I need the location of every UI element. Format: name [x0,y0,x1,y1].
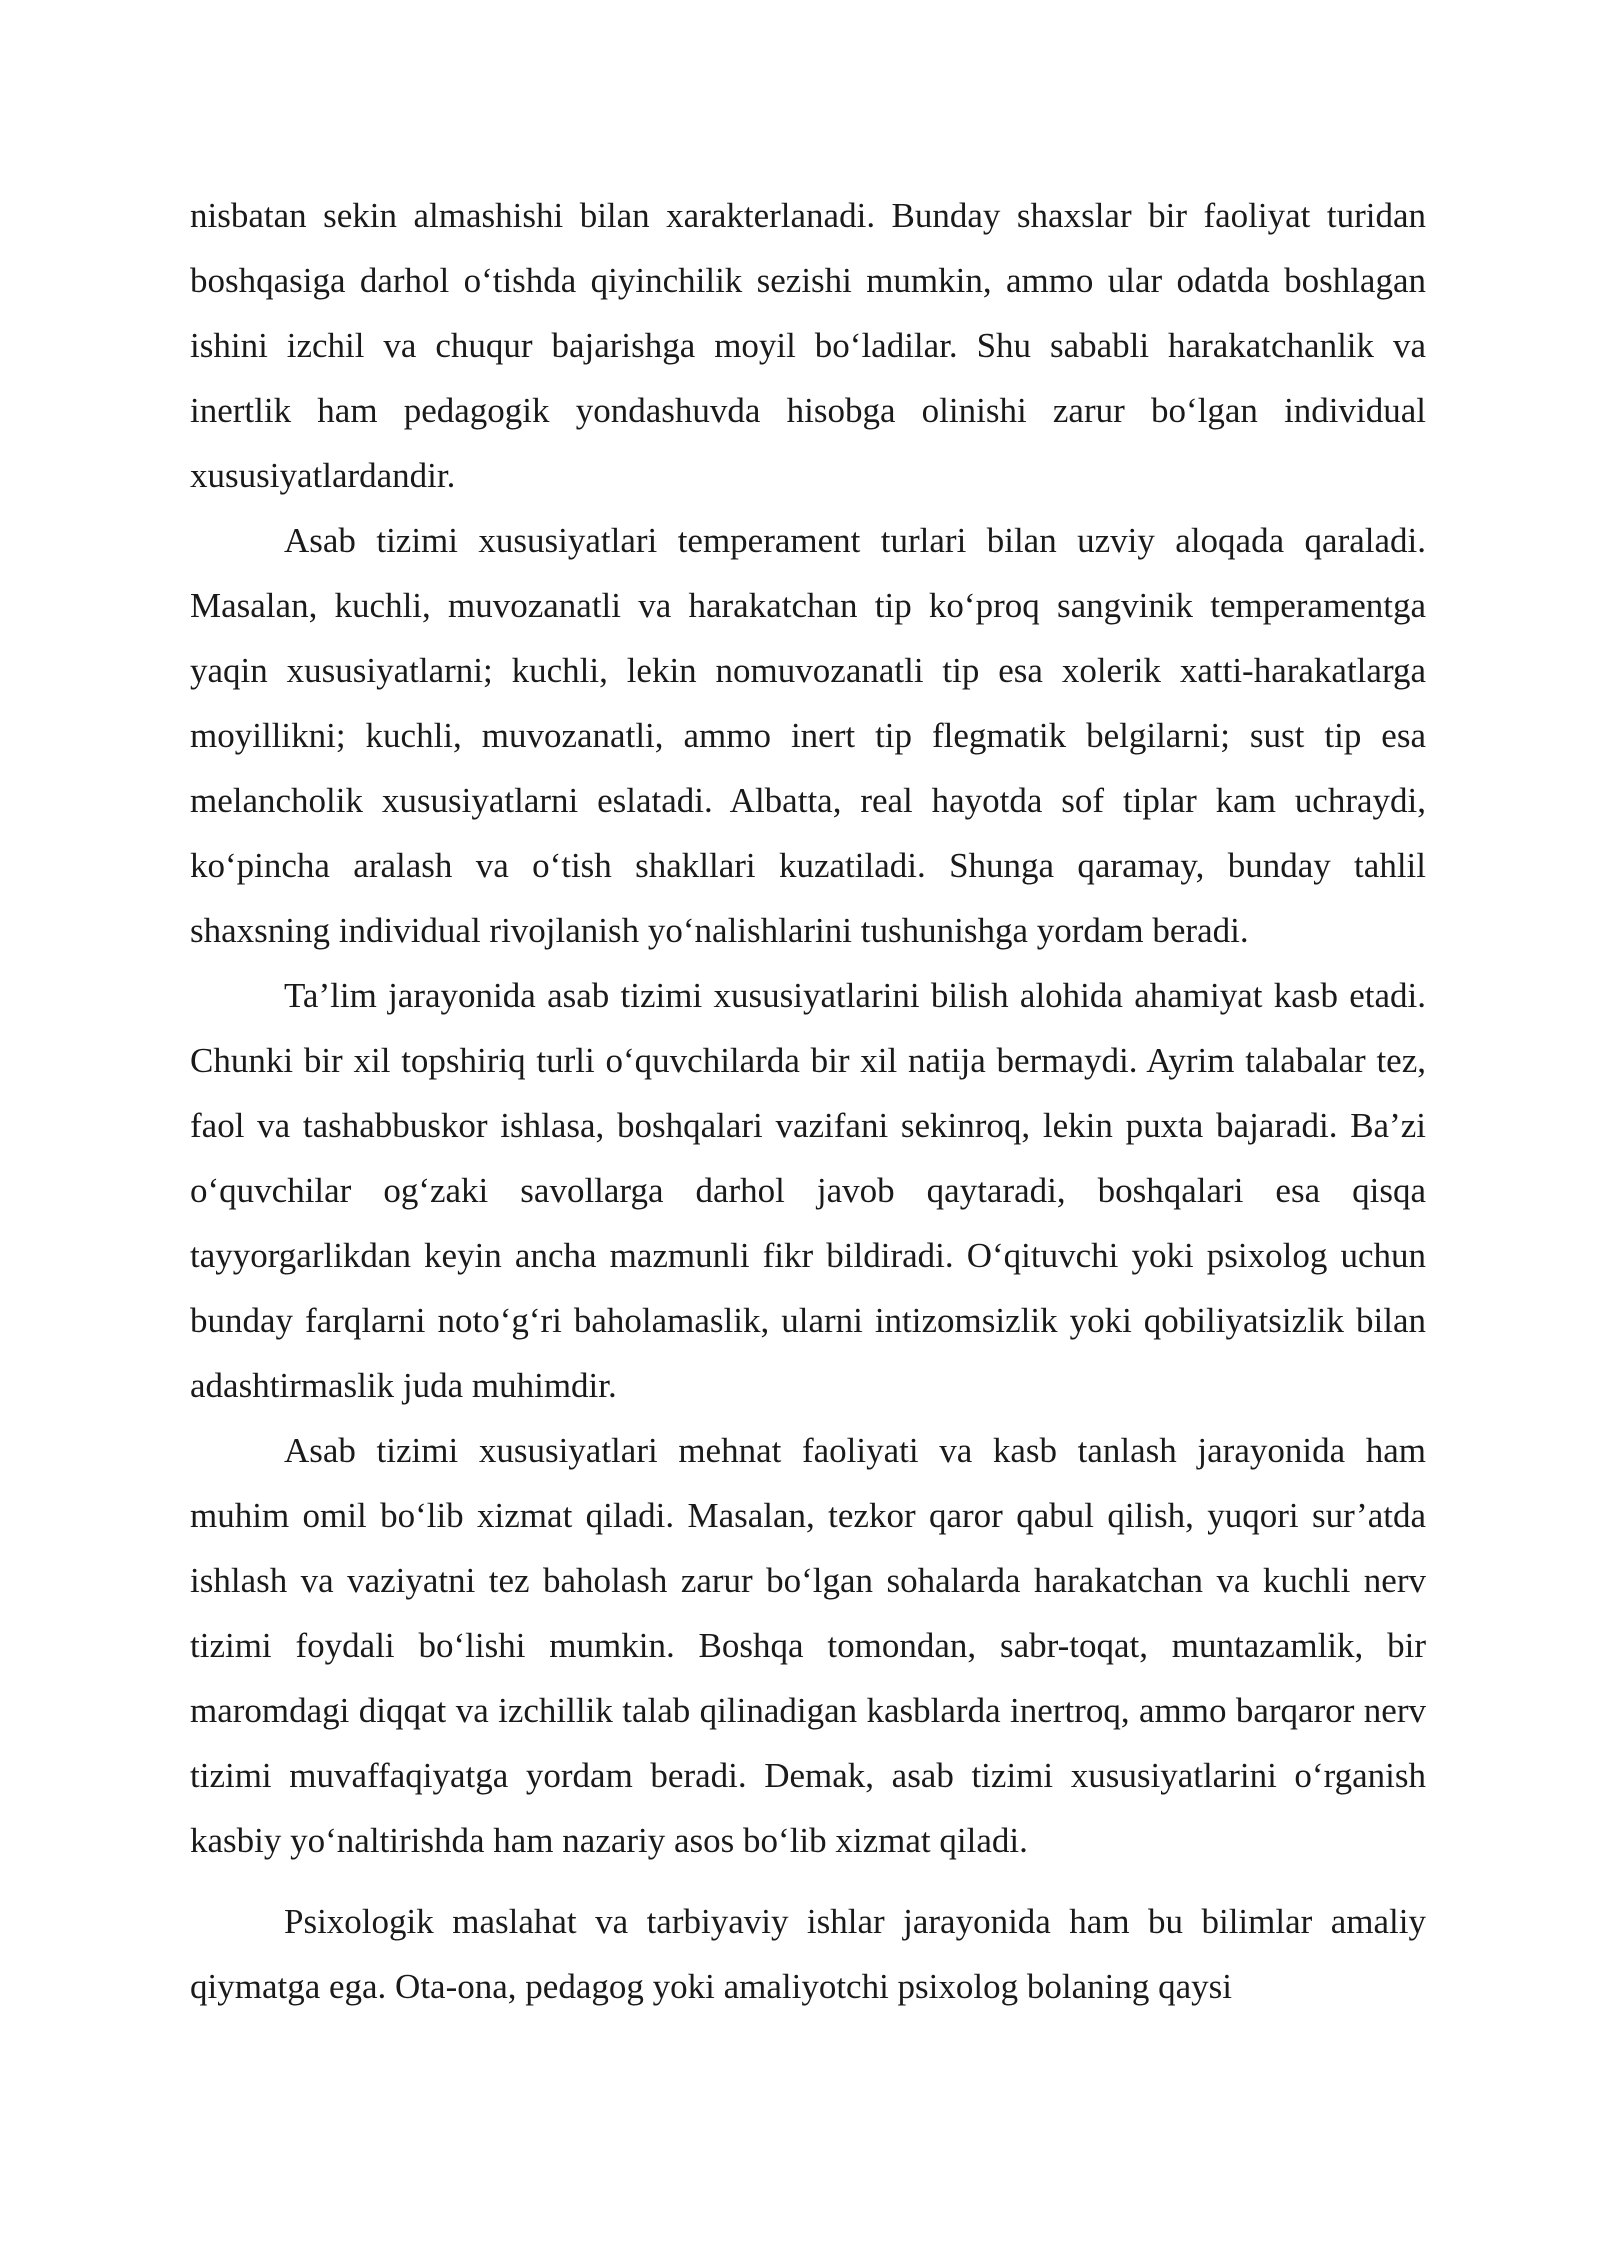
paragraph-continuation: nisbatan sekin almashishi bilan xarakterlanadi. Bunday shaxslar bir faoliyat turidan boshqasiga darhol o‘tishda qiyinchilik sezishi mumkin, ammo ular odatda boshlagan ishini izchil va chuqur bajarishga moyil bo‘ladilar. Shu sababli harakatchanlik va inertlik ham pedagogik yondashuvda hisobga olinishi zarur bo‘lgan individual xususiyatlardandir. [190,196,1426,495]
paragraph-temperament-types: Asab tizimi xususiyatlari temperament turlari bilan uzviy aloqada qaraladi. Masalan, kuchli, muvozanatli va harakatchan tip ko‘proq sangvinik temperamentga yaqin xususiyatlarni; kuchli, lekin nomuvozanatli tip esa xolerik xatti-harakatlarga moyillikni; kuchli, muvozanatli, ammo inert tip flegmatik belgilarni; sust tip esa melancholik xususiyatlarni eslatadi. Albatta, real hayotda sof tiplar kam uchraydi, ko‘pincha aralash va o‘tish shakllari kuzatiladi. Shunga qaramay, bunday tahlil shaxsning individual rivojlanish yo‘nalishlarini tushunishga yordam beradi. [190,521,1426,950]
paragraph-psychological-counseling: Psixologik maslahat va tarbiyaviy ishlar jarayonida ham bu bilimlar amaliy qiymatga ega. Ota-ona, pedagog yoki amaliyotchi psixolog bolaning qaysi [190,1902,1426,2006]
paragraph-education-process: Ta’lim jarayonida asab tizimi xususiyatlarini bilish alohida ahamiyat kasb etadi. Chunki bir xil topshiriq turli o‘quvchilarda bir xil natija bermaydi. Ayrim talabalar tez, faol va tashabbuskor ishlasa, boshqalari vazifani sekinroq, lekin puxta bajaradi. Ba’zi o‘quvchilar og‘zaki savollarga darhol javob qaytaradi, boshqalari esa qisqa tayyorgarlikdan keyin ancha mazmunli fikr bildiradi. O‘qituvchi yoki psixolog uchun bunday farqlarni noto‘g‘ri baholamaslik, ularni intizomsizlik yoki qobiliyatsizlik bilan adashtirmaslik juda muhimdir. [190,976,1426,1405]
document-body [190,183,1426,2019]
paragraph-career-choice: Asab tizimi xususiyatlari mehnat faoliyati va kasb tanlash jarayonida ham muhim omil bo‘lib xizmat qiladi. Masalan, tezkor qaror qabul qilish, yuqori sur’atda ishlash va vaziyatni tez baholash zarur bo‘lgan sohalarda harakatchan va kuchli nerv tizimi foydali bo‘lishi mumkin. Boshqa tomondan, sabr-toqat, muntazamlik, bir maromdagi diqqat va izchillik talab qilinadigan kasblarda inertroq, ammo barqaror nerv tizimi muvaffaqiyatga yordam beradi. Demak, asab tizimi xususiyatlarini o‘rganish kasbiy yo‘naltirishda ham nazariy asos bo‘lib xizmat qiladi. [190,1431,1426,1860]
